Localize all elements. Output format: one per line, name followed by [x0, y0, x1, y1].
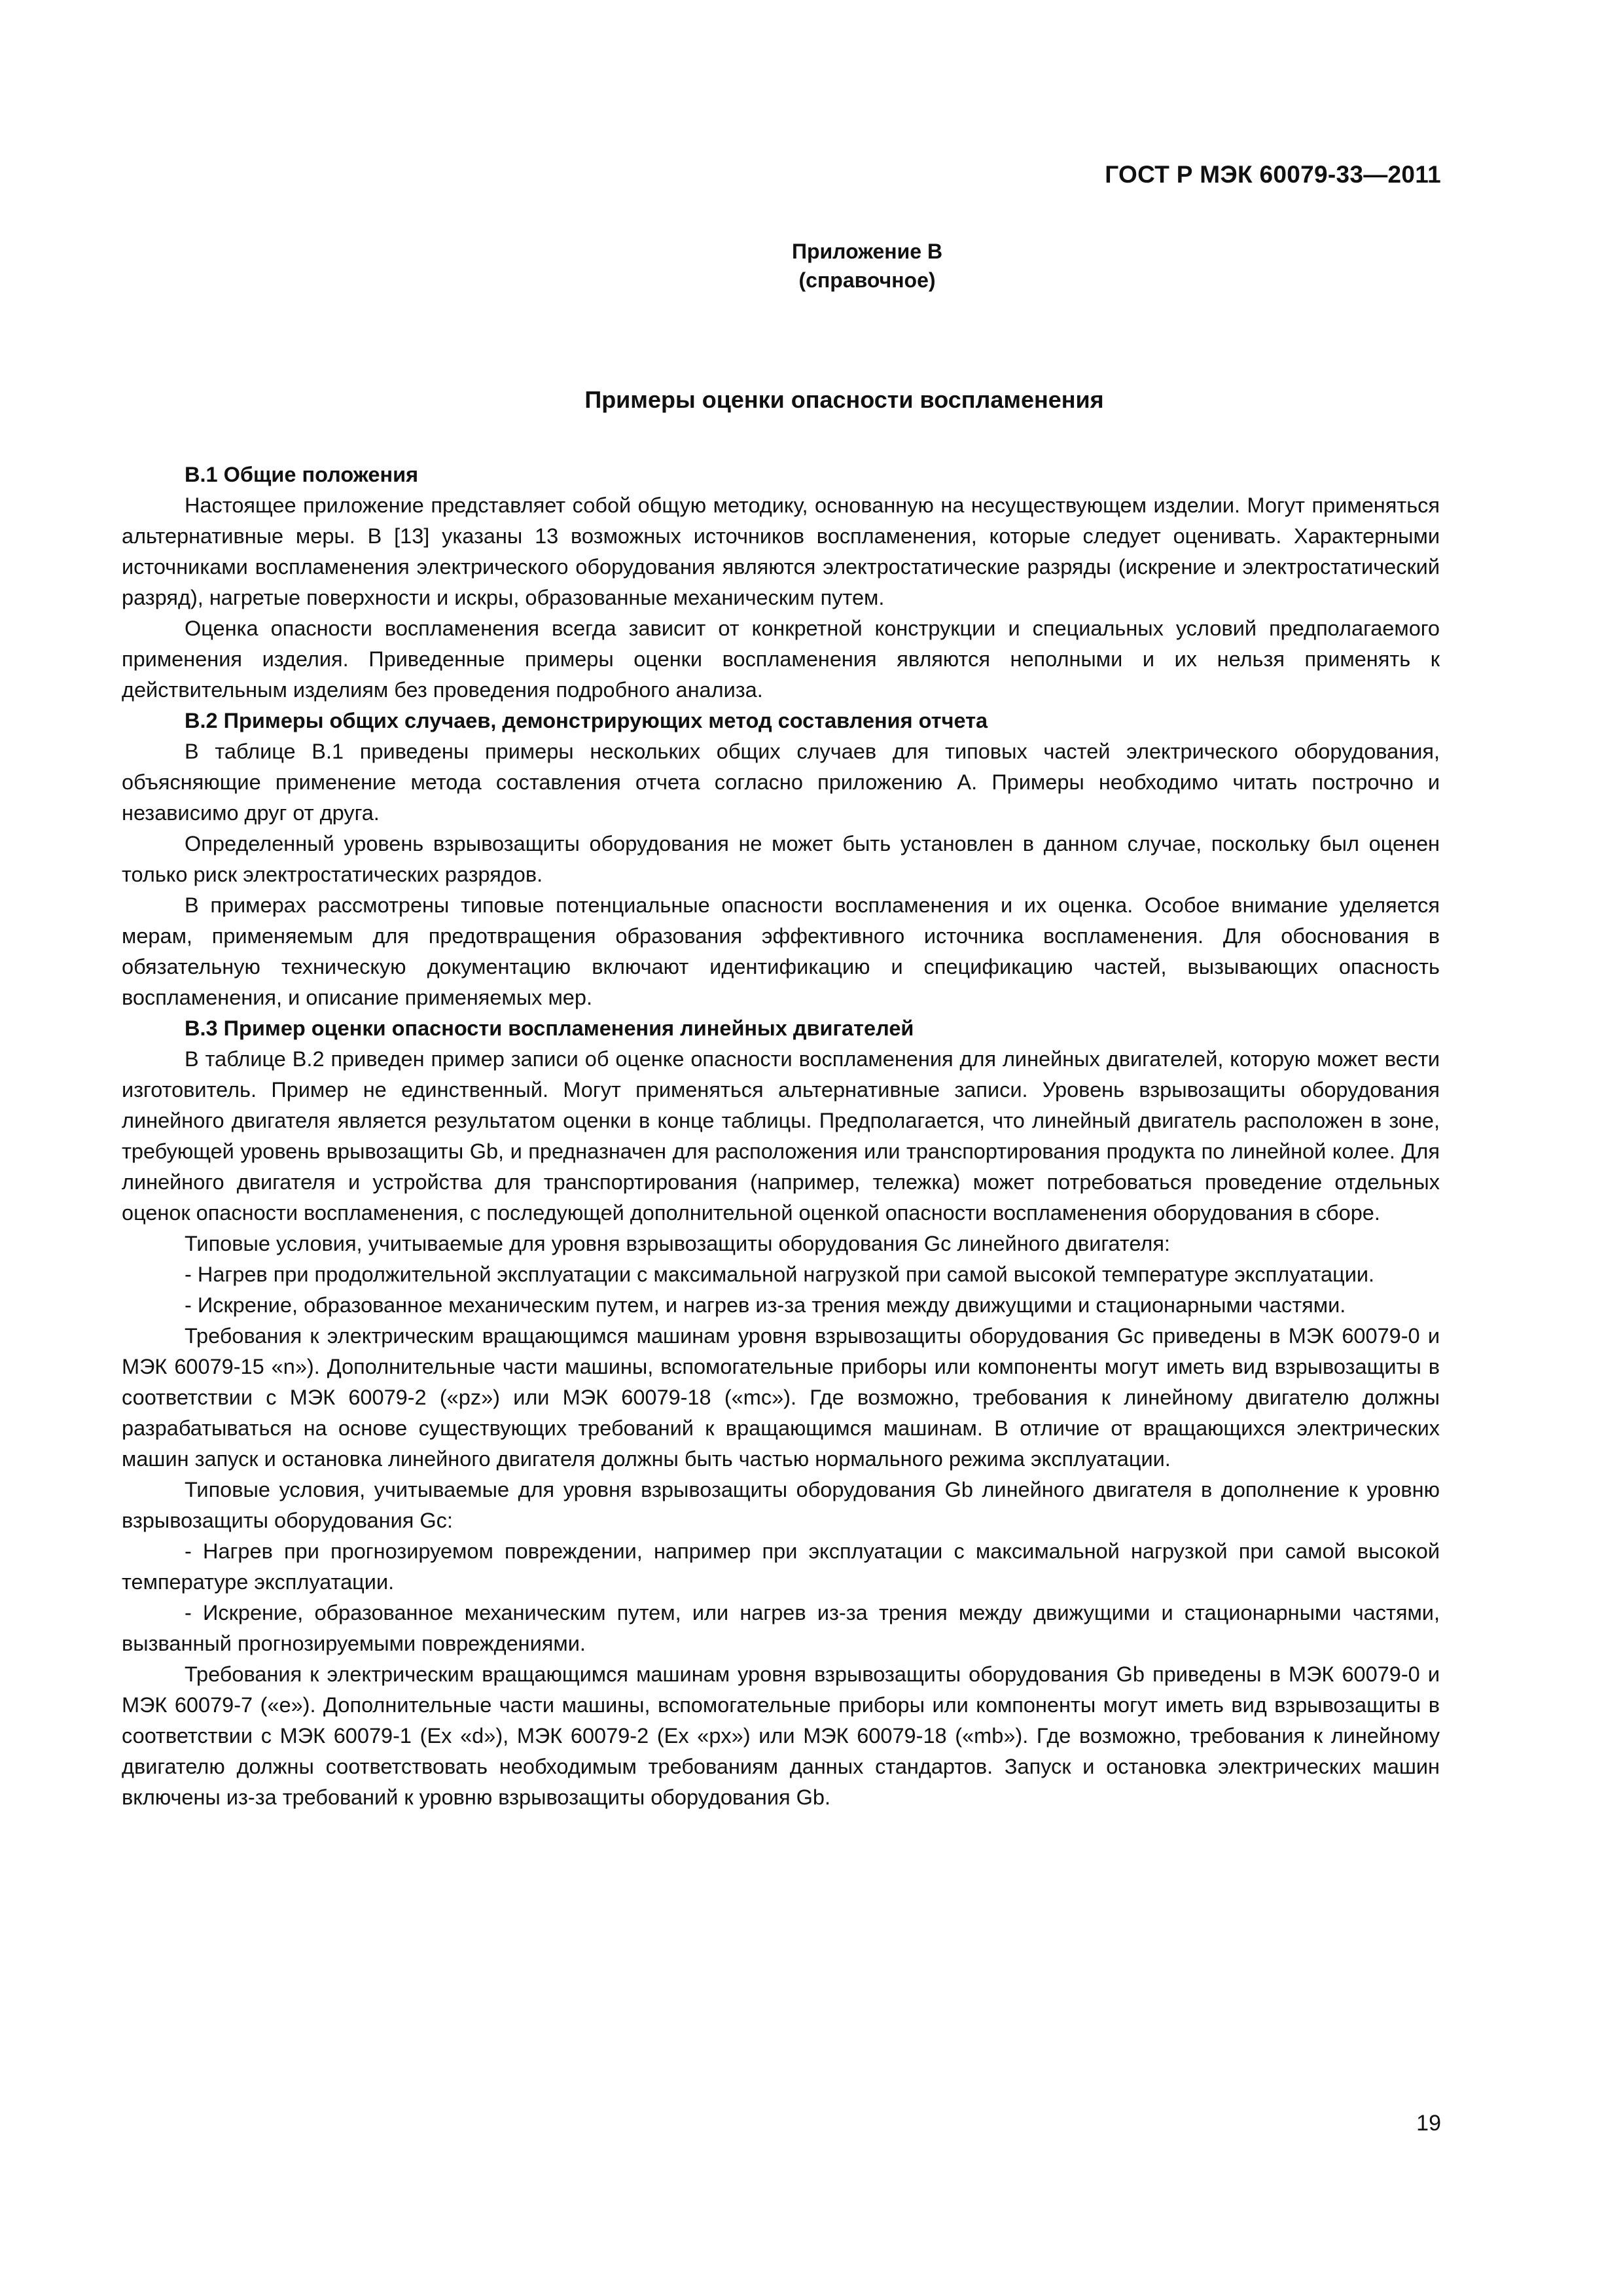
section-b3-list-item: - Нагрев при прогнозируемом повреждении, например при эксплуатации с максимальной нагрузкой при самой высокой температуре эксплуатации.	[122, 1539, 1440, 1594]
standard-code: ГОСТ Р МЭК 60079-33—2011	[1105, 161, 1441, 188]
section-b2-paragraph: В примерах рассмотрены типовые потенциальные опасности воспламенения и их оценка. Особое внимание уделяется мерам, применяемым для предотвращения образования эффективного источника воспламенения. Для обоснования в обязательную техническую документацию включают идентификацию и спецификацию частей, вызывающих опасность воспламенения, и описание применяемых мер.	[122, 893, 1440, 1009]
annex-title: Примеры оценки опасности воспламенения	[584, 386, 1104, 413]
annex-label: Приложение B	[791, 240, 943, 263]
section-b2-paragraph: Определенный уровень взрывозащиты оборудования не может быть установлен в данном случае, поскольку был оценен только риск электростатических разрядов.	[122, 832, 1440, 886]
section-b3-paragraph: Типовые условия, учитываемые для уровня взрывозащиты оборудования Gc линейного двигателя:	[185, 1232, 1170, 1255]
section-b3-list-item: - Искрение, образованное механическим путем, или нагрев из-за трения между движущими и стационарными частями, вызванный прогнозируемыми повреждениями.	[122, 1601, 1440, 1655]
section-b1-paragraph: Оценка опасности воспламенения всегда зависит от конкретной конструкции и специальных условий предполагаемого применения изделия. Приведенные примеры оценки воспламенения являются неполными и их нельзя применять к действительным изделиям без проведения подробного анализа.	[122, 617, 1440, 702]
section-b2-paragraph: В таблице B.1 приведены примеры нескольких общих случаев для типовых частей электрического оборудования, объясняющие применение метода составления отчета согласно приложению A. Примеры необходимо читать построчно и независимо друг от друга.	[122, 740, 1440, 825]
annex-status: (справочное)	[798, 268, 936, 292]
section-b3-paragraph: Требования к электрическим вращающимся машинам уровня взрывозащиты оборудования Gc приведены в МЭК 60079-0 и МЭК 60079-15 «n»). Дополнительные части машины, вспомогательные приборы или компоненты могут иметь вид взрывозащиты в соответствии с МЭК 60079-2 («pz») или МЭК 60079-18 («mc»). Где возможно, требования к линейному двигателю должны разрабатываться на основе существующих требований к вращающимся машинам. В отличие от вращающихся электрических машин запуск и остановка линейного двигателя должны быть частью нормального режима эксплуатации.	[122, 1324, 1440, 1471]
annex-heading	[0, 237, 1623, 295]
document-body	[122, 459, 1440, 1813]
section-b3-heading: B.3 Пример оценки опасности воспламенения линейных двигателей	[185, 1016, 914, 1040]
section-b1-paragraph: Настоящее приложение представляет собой общую методику, основанную на несуществующем изделии. Могут применяться альтернативные меры. В [13] указаны 13 возможных источников воспламенения, которые следует оценивать. Характерными источниками воспламенения электрического оборудования являются электростатические разряды (искрение и электростатический разряд), нагретые поверхности и искры, образованные механическим путем.	[122, 493, 1440, 609]
section-b3-paragraph: Типовые условия, учитываемые для уровня взрывозащиты оборудования Gb линейного двигателя в дополнение к уровню взрывозащиты оборудования Gc:	[122, 1478, 1440, 1532]
section-b1-heading: B.1 Общие положения	[185, 463, 419, 486]
section-b3-list-item: - Нагрев при продолжительной эксплуатации с максимальной нагрузкой при самой высокой температуре эксплуатации.	[185, 1263, 1375, 1286]
section-b3-list-item: - Искрение, образованное механическим путем, и нагрев из-за трения между движущими и стационарными частями.	[185, 1293, 1346, 1317]
page-number: 19	[1416, 2111, 1441, 2136]
section-b2-heading: B.2 Примеры общих случаев, демонстрирующих метод составления отчета	[185, 709, 988, 732]
section-b3-paragraph: В таблице B.2 приведен пример записи об оценке опасности воспламенения для линейных двигателей, которую может вести изготовитель. Пример не единственный. Могут применяться альтернативные записи. Уровень взрывозащиты оборудования линейного двигателя является результатом оценки в конце таблицы. Предполагается, что линейный двигатель расположен в зоне, требующей уровень врывозащиты Gb, и предназначен для расположения или транспортирования продукта по линейной колее. Для линейного двигателя и устройства для транспортирования (например, тележка) может потребоваться проведение отдельных оценок опасности воспламенения, с последующей дополнительной оценкой опасности воспламенения оборудования в сборе.	[122, 1047, 1440, 1225]
section-b3-paragraph: Требования к электрическим вращающимся машинам уровня взрывозащиты оборудования Gb приведены в МЭК 60079-0 и МЭК 60079-7 («e»). Дополнительные части машины, вспомогательные приборы или компоненты могут иметь вид взрывозащиты в соответствии с МЭК 60079-1 (Ex «d»), МЭК 60079-2 (Ex «px») или МЭК 60079-18 («mb»). Где возможно, требования к линейному двигателю должны соответствовать необходимым требованиям данных стандартов. Запуск и остановка электрических машин включены из-за требований к уровню взрывозащиты оборудования Gb.	[122, 1662, 1440, 1809]
